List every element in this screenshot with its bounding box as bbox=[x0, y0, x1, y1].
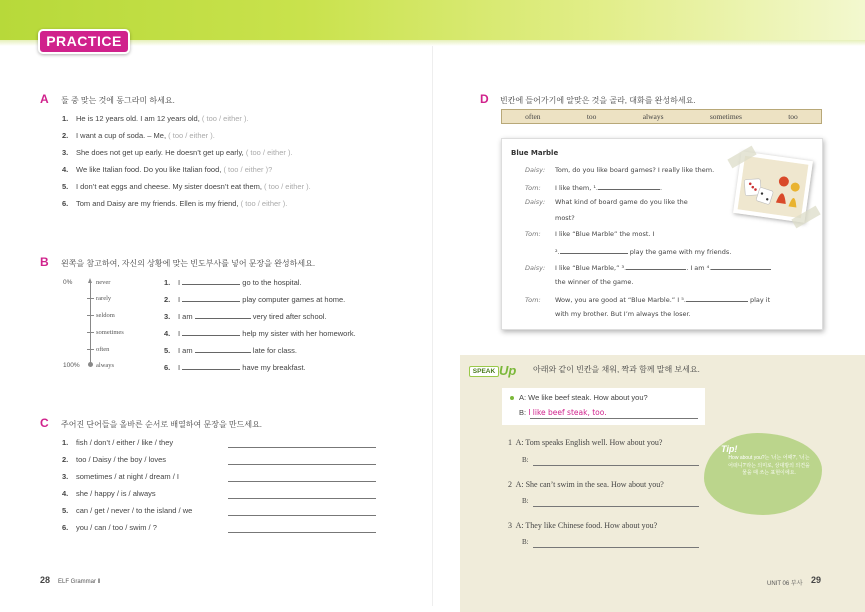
dialog-line: with my brother. But I’m always the loser. bbox=[555, 310, 691, 318]
scale-end-dot bbox=[88, 362, 93, 367]
up-tag-label: Up bbox=[499, 363, 517, 378]
section-b-item: 2. I play computer games at home. bbox=[164, 295, 346, 304]
example-answer: I like beef steak, too. bbox=[528, 408, 607, 417]
choice-paren[interactable]: ( too / either ). bbox=[201, 114, 249, 123]
dialog-line: Daisy: I like “Blue Marble,” ³. . I am ⁴. bbox=[525, 262, 771, 272]
answer-line[interactable] bbox=[533, 465, 699, 466]
section-b-item: 3. I am very tired after school. bbox=[164, 312, 327, 321]
answer-blank[interactable] bbox=[182, 277, 240, 285]
choice-paren[interactable]: ( too / either )? bbox=[223, 165, 273, 174]
section-b-item: 5. I am late for class. bbox=[164, 346, 297, 355]
section-a-item: 5. I don’t eat eggs and cheese. My sister doesn’t eat them, ( too / either ). bbox=[62, 182, 311, 191]
answer-line bbox=[530, 418, 698, 419]
tip-title: Tip! bbox=[721, 444, 738, 454]
dialog-blank[interactable] bbox=[626, 262, 686, 270]
section-d-letter: D bbox=[480, 92, 489, 106]
choice-paren[interactable]: ( too / either ). bbox=[168, 131, 215, 140]
dialog-blank[interactable] bbox=[598, 182, 660, 190]
section-a-item: 4. We like Italian food. Do you like Italian food, ( too / either )? bbox=[62, 165, 273, 174]
speak-item-b: B: bbox=[522, 538, 529, 546]
dialog-blank[interactable] bbox=[711, 262, 771, 270]
dialog-blank[interactable] bbox=[686, 294, 748, 302]
scale-top-percent: 0% bbox=[63, 279, 73, 286]
dialog-blank[interactable] bbox=[560, 246, 628, 254]
word-box bbox=[501, 109, 822, 124]
speak-up-badge bbox=[469, 364, 523, 379]
dialog-line: ². play the game with my friends. bbox=[555, 248, 732, 256]
tip-text: How about you?는 '너는 어때?', '너는 어떠니?'라는 의미로, 상대방의 의견을 물을 때 쓰는 표현이에요. bbox=[728, 455, 810, 476]
dialog-line: Daisy: Tom, do you like board games? I really like them. bbox=[525, 166, 715, 174]
frequency-scale-axis bbox=[90, 281, 91, 365]
board-game-photo bbox=[733, 151, 813, 222]
answer-blank[interactable] bbox=[182, 362, 240, 370]
dialog-line: Tom: I like them, ¹. . bbox=[525, 184, 663, 192]
scale-tick bbox=[87, 332, 94, 333]
scale-tick bbox=[87, 298, 94, 299]
answer-line[interactable] bbox=[228, 515, 376, 516]
word-box-item: always bbox=[642, 112, 664, 121]
scale-word: rarely bbox=[96, 295, 112, 302]
word-box-item: too bbox=[788, 112, 798, 121]
answer-line[interactable] bbox=[228, 498, 376, 499]
speak-item-b: B: bbox=[522, 497, 529, 505]
section-c-item: 5. can / get / never / to the island / we bbox=[62, 506, 193, 515]
dialog-line: Daisy: What kind of board game do you like the bbox=[525, 198, 688, 206]
choice-paren[interactable]: ( too / either ). bbox=[240, 199, 288, 208]
scale-word: never bbox=[96, 279, 111, 286]
word-box-item: too bbox=[586, 112, 597, 121]
speak-item: 3 A: They like Chinese food. How about you? bbox=[508, 521, 658, 530]
scale-tick bbox=[87, 315, 94, 316]
scale-word: sometimes bbox=[96, 329, 124, 336]
dialog-line: the winner of the game. bbox=[555, 278, 634, 286]
right-page-number: 29 bbox=[811, 575, 822, 585]
section-a-item: 3. She does not get up early. He doesn’t get up early, ( too / either ). bbox=[62, 148, 293, 157]
answer-line[interactable] bbox=[533, 506, 699, 507]
choice-paren[interactable]: ( too / either ). bbox=[264, 182, 311, 191]
section-c-item: 3. sometimes / at night / dream / I bbox=[62, 472, 179, 481]
section-c-item: 6. you / can / too / swim / ? bbox=[62, 523, 157, 532]
dialog-line: Tom: I like “Blue Marble” the most. I bbox=[525, 230, 655, 238]
section-c-item: 1. fish / don’t / either / like / they bbox=[62, 438, 174, 447]
answer-line[interactable] bbox=[228, 532, 376, 533]
section-a-title: 둘 중 맞는 것에 동그라미 하세요. bbox=[61, 96, 175, 105]
scale-word: seldom bbox=[96, 312, 115, 319]
section-b-item: 4. I help my sister with her homework. bbox=[164, 329, 356, 338]
section-c-title: 주어진 단어들을 올바른 순서로 배열하여 문장을 만드세요. bbox=[61, 420, 263, 429]
section-b-item: 1. I go to the hospital. bbox=[164, 278, 302, 287]
scale-bottom-percent: 100% bbox=[63, 362, 80, 369]
right-footer-label: UNIT 06 부사 bbox=[767, 581, 803, 587]
answer-blank[interactable] bbox=[195, 311, 251, 319]
section-a-item: 2. I want a cup of soda. – Me, ( too / either ). bbox=[62, 131, 215, 140]
speak-item: 1 A: Tom speaks English well. How about you? bbox=[508, 438, 663, 447]
word-box-item: often bbox=[525, 112, 541, 121]
speak-item: 2 A: She can’t swim in the sea. How about you? bbox=[508, 480, 664, 489]
scale-word: always bbox=[96, 362, 115, 369]
scale-word: often bbox=[96, 346, 110, 353]
left-page-number: 28 bbox=[40, 575, 51, 585]
section-d-title: 빈칸에 들어가기에 알맞은 것을 골라, 대화를 완성하세요. bbox=[500, 96, 696, 105]
section-a-item: 1. He is 12 years old. I am 12 years old, ( too / either ). bbox=[62, 114, 249, 123]
dice-and-pawns-icon bbox=[738, 156, 809, 218]
section-c-item: 4. she / happy / is / always bbox=[62, 489, 156, 498]
dialog-line: most? bbox=[555, 214, 575, 222]
section-c-item: 2. too / Daisy / the boy / loves bbox=[62, 455, 167, 464]
word-box-item: sometimes bbox=[709, 112, 742, 121]
answer-line[interactable] bbox=[533, 547, 699, 548]
section-a-item: 6. Tom and Daisy are my friends. Ellen is my friend, ( too / either ). bbox=[62, 199, 288, 208]
bullet-icon bbox=[510, 396, 514, 400]
answer-blank[interactable] bbox=[182, 294, 240, 302]
section-b-item: 6. I have my breakfast. bbox=[164, 363, 306, 372]
section-c-letter: C bbox=[40, 416, 49, 430]
answer-line[interactable] bbox=[228, 481, 376, 482]
practice-label: PRACTICE bbox=[38, 29, 130, 54]
dialog-title: Blue Marble bbox=[511, 149, 559, 157]
choice-paren[interactable]: ( too / either ). bbox=[245, 148, 293, 157]
speak-tag-label: SPEAK bbox=[469, 366, 499, 377]
example-line-b: B: I like beef steak, too. bbox=[519, 408, 607, 417]
section-b-title: 왼쪽을 참고하여, 자신의 상황에 맞는 빈도부사를 넣어 문장을 완성하세요. bbox=[61, 259, 316, 268]
answer-line[interactable] bbox=[228, 447, 376, 448]
example-line-a: A: We like beef steak. How about you? bbox=[519, 393, 648, 402]
scale-tick bbox=[87, 349, 94, 350]
answer-blank[interactable] bbox=[182, 328, 240, 336]
answer-line[interactable] bbox=[228, 464, 376, 465]
section-a-letter: A bbox=[40, 92, 49, 106]
page-spine bbox=[432, 46, 433, 606]
answer-blank[interactable] bbox=[195, 345, 251, 353]
speak-item-b: B: bbox=[522, 456, 529, 464]
section-b-letter: B bbox=[40, 255, 49, 269]
dialog-line: Tom: Wow, you are good at “Blue Marble.” I ⁵. play it bbox=[525, 296, 771, 304]
left-footer-label: ELF Grammar Ⅱ bbox=[58, 579, 101, 585]
speak-up-title: 아래와 같이 빈칸을 채워, 짝과 함께 말해 보세요. bbox=[533, 365, 700, 374]
